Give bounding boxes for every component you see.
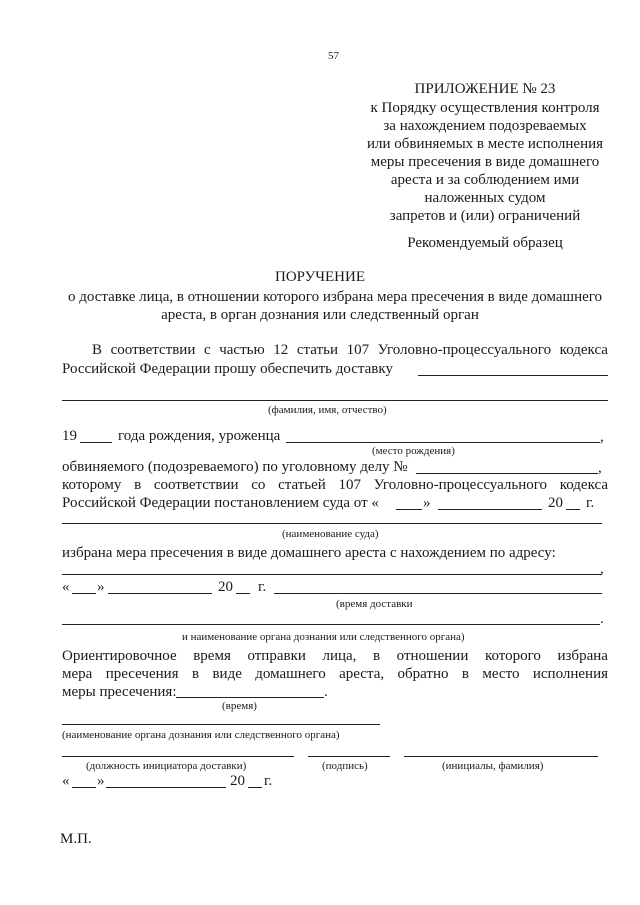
year-suffix: г.: [586, 495, 595, 511]
word: в: [134, 477, 142, 493]
word: исполнения: [532, 666, 608, 682]
delivery-person-field[interactable]: [418, 375, 608, 376]
delivery-year-field[interactable]: [236, 593, 250, 594]
word: 12: [273, 342, 289, 358]
caption-signature: (подпись): [322, 760, 368, 772]
appendix-line: ареста и за соблюдением ими: [390, 172, 580, 188]
period: .: [600, 611, 604, 627]
birth-text: года рождения, уроженца: [118, 428, 281, 444]
departure-time-field[interactable]: [176, 697, 324, 698]
word: Ориентировочное: [62, 648, 177, 664]
word: статьи: [296, 342, 338, 358]
appendix-title: ПРИЛОЖЕНИЕ № 23: [414, 81, 556, 97]
word: частью: [219, 342, 265, 358]
word: место: [482, 666, 520, 682]
appendix-line: или обвиняемых в месте исполнения: [366, 136, 604, 152]
word: соответствии: [153, 477, 239, 493]
word: обратно: [397, 666, 449, 682]
authority-field[interactable]: [62, 724, 380, 725]
paragraph-2-line-2: Российской Федерации постановлением суда от «: [62, 495, 379, 511]
initials-field[interactable]: [404, 756, 598, 757]
caption-court: (наименование суда): [282, 528, 379, 540]
quote-close: »: [423, 495, 431, 511]
word: лица,: [322, 648, 357, 664]
delivery-day-field[interactable]: [72, 593, 96, 594]
word: в: [191, 666, 200, 682]
caption-initials: (инициалы, фамилия): [442, 760, 544, 772]
court-month-field[interactable]: [438, 509, 542, 510]
quote-open: «: [62, 579, 70, 595]
word: кодекса: [559, 342, 608, 358]
caption-authority: (наименование органа дознания или следственного органа): [62, 729, 340, 741]
word: Уголовно-процессуального: [377, 342, 552, 358]
document-title: ПОРУЧЕНИЕ: [275, 269, 365, 285]
court-day-field[interactable]: [396, 509, 422, 510]
quote-close: »: [97, 579, 105, 595]
sample-note: Рекомендуемый образец: [407, 235, 563, 251]
caption-full-name: (фамилия, имя, отчество): [268, 404, 387, 416]
word: Уголовно-процессуального: [373, 477, 548, 493]
word: в: [373, 648, 381, 664]
caption-position: (должность инициатора доставки): [86, 760, 247, 772]
document-subtitle-line-2: ареста, в орган дознания или следственный орган: [161, 307, 479, 323]
comma: ,: [598, 460, 602, 476]
word: отношении: [396, 648, 469, 664]
word: время: [193, 648, 231, 664]
caption-time: (время): [222, 700, 257, 712]
paragraph-3-line-2: [62, 665, 608, 683]
word: виде: [212, 666, 242, 682]
word: в: [461, 666, 469, 682]
seal-mark: М.П.: [60, 831, 92, 847]
word: которого: [484, 648, 541, 664]
word: 107: [346, 342, 370, 358]
word: соответствии: [110, 342, 196, 358]
delivery-month-field[interactable]: [108, 593, 212, 594]
caption-authority-name: и наименование органа дознания или следственного органа): [182, 631, 465, 643]
page-number: 57: [328, 50, 339, 62]
word: кодекса: [559, 477, 608, 493]
caption-delivery-time: (время доставки: [336, 598, 413, 610]
word: мера: [62, 666, 93, 682]
delivery-time-field[interactable]: [274, 593, 602, 594]
quote-close: »: [97, 773, 105, 789]
year-suffix: г.: [258, 579, 267, 595]
word: ареста,: [339, 666, 385, 682]
accused-text: обвиняемого (подозреваемого) по уголовному делу №: [62, 459, 408, 475]
word: с: [203, 342, 211, 358]
year-20: 20: [230, 773, 245, 789]
appendix-line: к Порядку осуществления контроля: [370, 100, 600, 116]
birth-year-field[interactable]: [80, 442, 112, 443]
appendix-line: меры пресечения в виде домашнего: [370, 154, 600, 170]
birth-year-prefix: 19: [62, 428, 77, 444]
word: статьей: [278, 477, 326, 493]
document-subtitle-line-1: о доставке лица, в отношении которого избрана мера пресечения в виде домашнего: [67, 289, 603, 305]
address-field[interactable]: [62, 574, 602, 575]
appendix-line: за нахождением подозреваемых: [383, 118, 587, 134]
word: отправки: [247, 648, 306, 664]
paragraph-1-line-1: [92, 341, 608, 359]
authority-name-field[interactable]: [62, 624, 600, 625]
word: со: [251, 477, 266, 493]
word: избрана: [557, 648, 608, 664]
paragraph-3-line-1: [62, 647, 608, 665]
case-number-field[interactable]: [416, 473, 598, 474]
court-name-field[interactable]: [62, 523, 602, 524]
word: 107: [338, 477, 361, 493]
appendix-line: наложенных судом: [424, 190, 546, 206]
period: .: [324, 684, 328, 700]
year-suffix: г.: [264, 773, 273, 789]
sign-day-field[interactable]: [72, 787, 96, 788]
quote-open: «: [62, 773, 70, 789]
year-20: 20: [548, 495, 563, 511]
initiator-position-field[interactable]: [62, 756, 294, 757]
word: домашнего: [255, 666, 326, 682]
court-year-field[interactable]: [566, 509, 580, 510]
birthplace-field[interactable]: [286, 442, 600, 443]
caption-birthplace: (место рождения): [372, 445, 455, 457]
word: В: [92, 342, 103, 358]
comma: ,: [600, 429, 604, 445]
full-name-field[interactable]: [62, 400, 608, 401]
paragraph-2-line-1: [62, 476, 608, 494]
comma: ,: [600, 561, 604, 577]
paragraph-3-line-3: меры пресечения:: [62, 684, 177, 700]
year-20: 20: [218, 579, 233, 595]
word: которому: [62, 477, 122, 493]
sign-year-field[interactable]: [248, 787, 262, 788]
paragraph-1-line-2: Российской Федерации прошу обеспечить доставку: [62, 361, 393, 377]
sign-month-field[interactable]: [106, 787, 226, 788]
measure-text: избрана мера пресечения в виде домашнего ареста с нахождением по адресу:: [62, 545, 556, 561]
appendix-line: запретов и (или) ограничений: [389, 208, 581, 224]
word: пресечения: [105, 666, 179, 682]
signature-field[interactable]: [308, 756, 390, 757]
